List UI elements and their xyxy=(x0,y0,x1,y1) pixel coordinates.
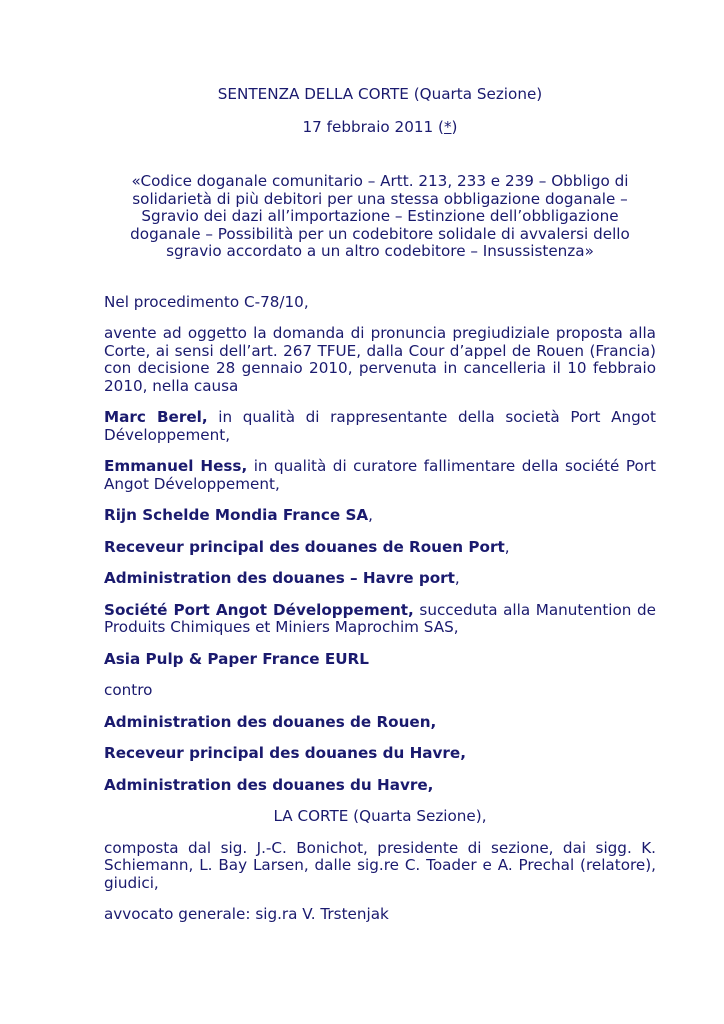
party-desc: , xyxy=(504,537,510,556)
judgment-date xyxy=(104,119,656,137)
party-defendant xyxy=(104,714,656,732)
judgment-subject: «Codice doganale comunitario – Artt. 213, 233 e 239 – Obbligo di solidarietà di più debitori per una stessa obbligazione doganale – Sgravio dei dazi all’importazione – Estinzione dell’obbligazione doganale – Possibilità per un codebitore solidale di avvalersi dello sgravio accordato a un altro codebitore – Insussistenza» xyxy=(130,172,630,260)
footnote-link[interactable]: * xyxy=(443,117,452,136)
intro-paragraph: avente ad oggetto la domanda di pronuncia pregiudiziale proposta alla Corte, ai sensi dell’art. 267 TFUE, dalla Cour d’appel de Rouen (Francia) con decisione 28 gennaio 2010, pervenuta in cancelleria il 10 febbraio 2010, nella causa xyxy=(104,324,656,395)
party-desc: in qualità di rappresentante della società Port Angot Développement, xyxy=(104,408,656,444)
judgment-title: SENTENZA DELLA CORTE (Quarta Sezione) xyxy=(217,85,543,103)
party-applicant xyxy=(104,458,656,493)
document-page xyxy=(104,86,656,924)
court-heading: LA CORTE (Quarta Sezione), xyxy=(273,807,487,825)
date-text: 17 febbraio 2011 ( xyxy=(302,117,444,136)
party-name: Administration des douanes – Havre port xyxy=(104,569,455,587)
party-desc: , xyxy=(368,506,373,524)
party-defendant xyxy=(104,777,656,795)
procedure-number: Nel procedimento C-78/10, xyxy=(104,292,309,311)
party-applicant xyxy=(104,539,656,557)
advocate-general: avvocato generale: sig.ra V. Trstenjak xyxy=(104,905,389,923)
court-composition: composta dal sig. J.-C. Bonichot, presidente di sezione, dai sigg. K. Schiemann, L. Bay Larsen, dalle sig.re C. Toader e A. Prechal (relatore), giudici, xyxy=(104,838,656,892)
party-name: Receveur principal des douanes du Havre, xyxy=(104,744,466,762)
party-defendant xyxy=(104,745,656,763)
party-desc: in qualità di curatore fallimentare della société Port Angot Développement, xyxy=(104,457,656,493)
party-desc: succeduta alla Manutention de Produits Chimiques et Miniers Maprochim SAS, xyxy=(104,600,657,636)
party-name: Marc Berel, xyxy=(104,408,208,426)
party-name: Receveur principal des douanes de Rouen Port xyxy=(104,537,505,556)
party-name: Société Port Angot Développement, xyxy=(104,600,414,619)
party-name: Administration des douanes de Rouen, xyxy=(104,712,437,731)
contro-label: contro xyxy=(104,681,153,699)
party-applicant xyxy=(104,409,656,444)
party-applicant xyxy=(104,507,656,525)
party-name: Rijn Schelde Mondia France SA xyxy=(104,506,369,524)
party-applicant xyxy=(104,651,656,669)
date-close: ) xyxy=(451,117,458,136)
party-name: Emmanuel Hess, xyxy=(104,457,248,475)
party-name: Administration des douanes du Havre, xyxy=(104,775,434,794)
party-applicant xyxy=(104,570,656,588)
party-applicant xyxy=(104,602,656,637)
party-desc: , xyxy=(454,569,460,587)
party-name: Asia Pulp & Paper France EURL xyxy=(104,649,369,668)
